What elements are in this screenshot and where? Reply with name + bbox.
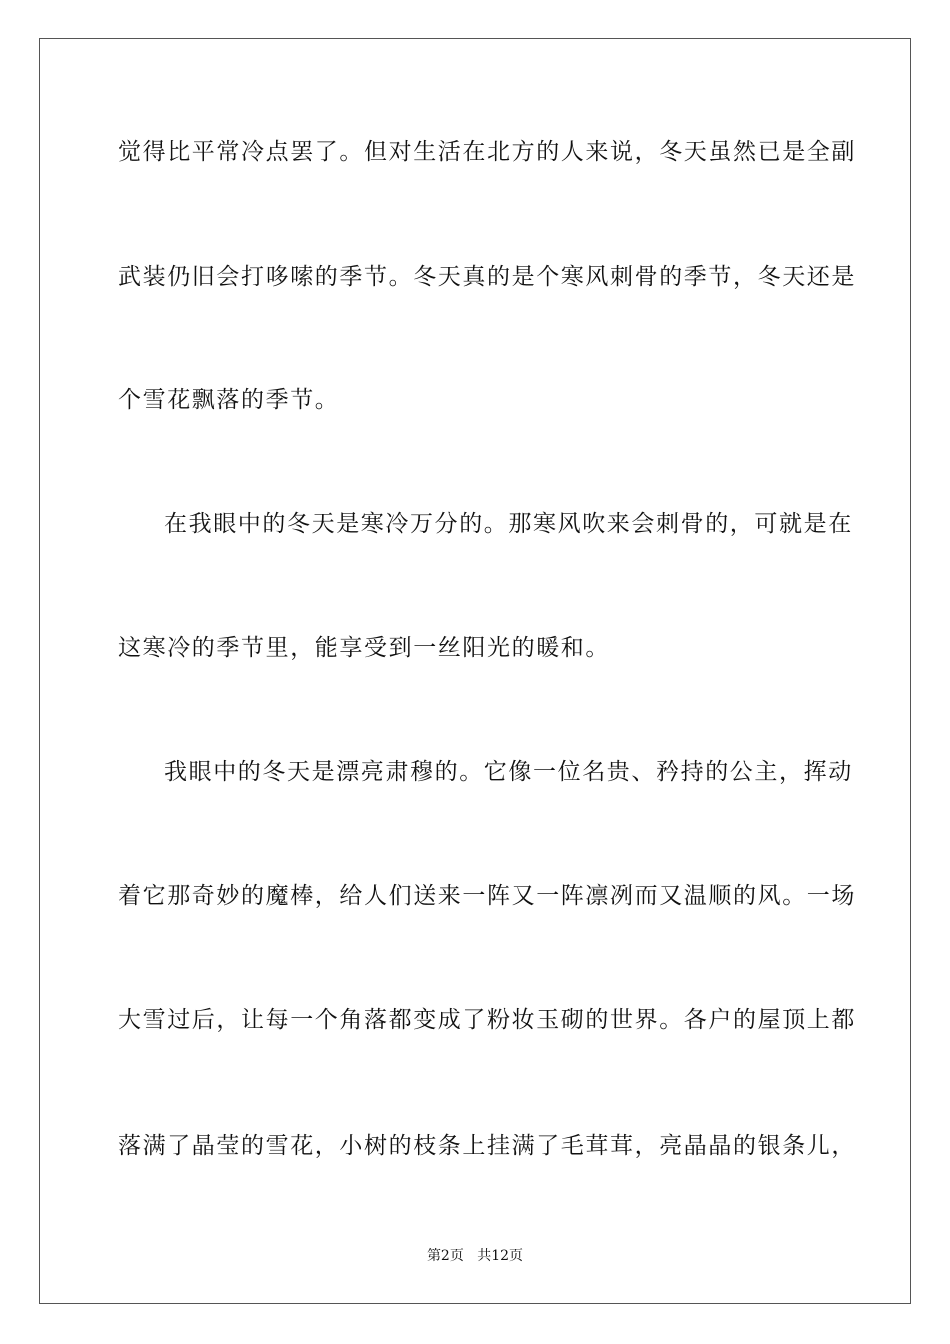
text-line-2: 武装仍旧会打哆嗦的季节。冬天真的是个寒风刺骨的季节，冬天还是	[118, 264, 856, 290]
text-line-1: 觉得比平常冷点罢了。但对生活在北方的人来说，冬天虽然已是全副	[118, 139, 856, 165]
page-footer	[0, 1247, 950, 1265]
text-line-7: 着它那奇妙的魔棒，给人们送来一阵又一阵凛冽而又温顺的风。一场	[118, 883, 856, 909]
page-number: 第2页	[426, 1248, 464, 1264]
text-line-8: 大雪过后，让每一个角落都变成了粉妆玉砌的世界。各户的屋顶上都	[118, 1007, 856, 1033]
text-line-6: 我眼中的冬天是漂亮肃穆的。它像一位名贵、矜持的公主，挥动	[164, 759, 853, 785]
text-line-3: 个雪花飘落的季节。	[118, 387, 340, 413]
text-line-4: 在我眼中的冬天是寒冷万分的。那寒风吹来会刺骨的，可就是在	[164, 511, 853, 537]
page-total: 共12页	[477, 1248, 524, 1264]
text-line-9: 落满了晶莹的雪花，小树的枝条上挂满了毛茸茸，亮晶晶的银条儿，	[118, 1133, 856, 1159]
text-line-5: 这寒冷的季节里，能享受到一丝阳光的暖和。	[118, 635, 610, 661]
page-border	[39, 38, 911, 1304]
